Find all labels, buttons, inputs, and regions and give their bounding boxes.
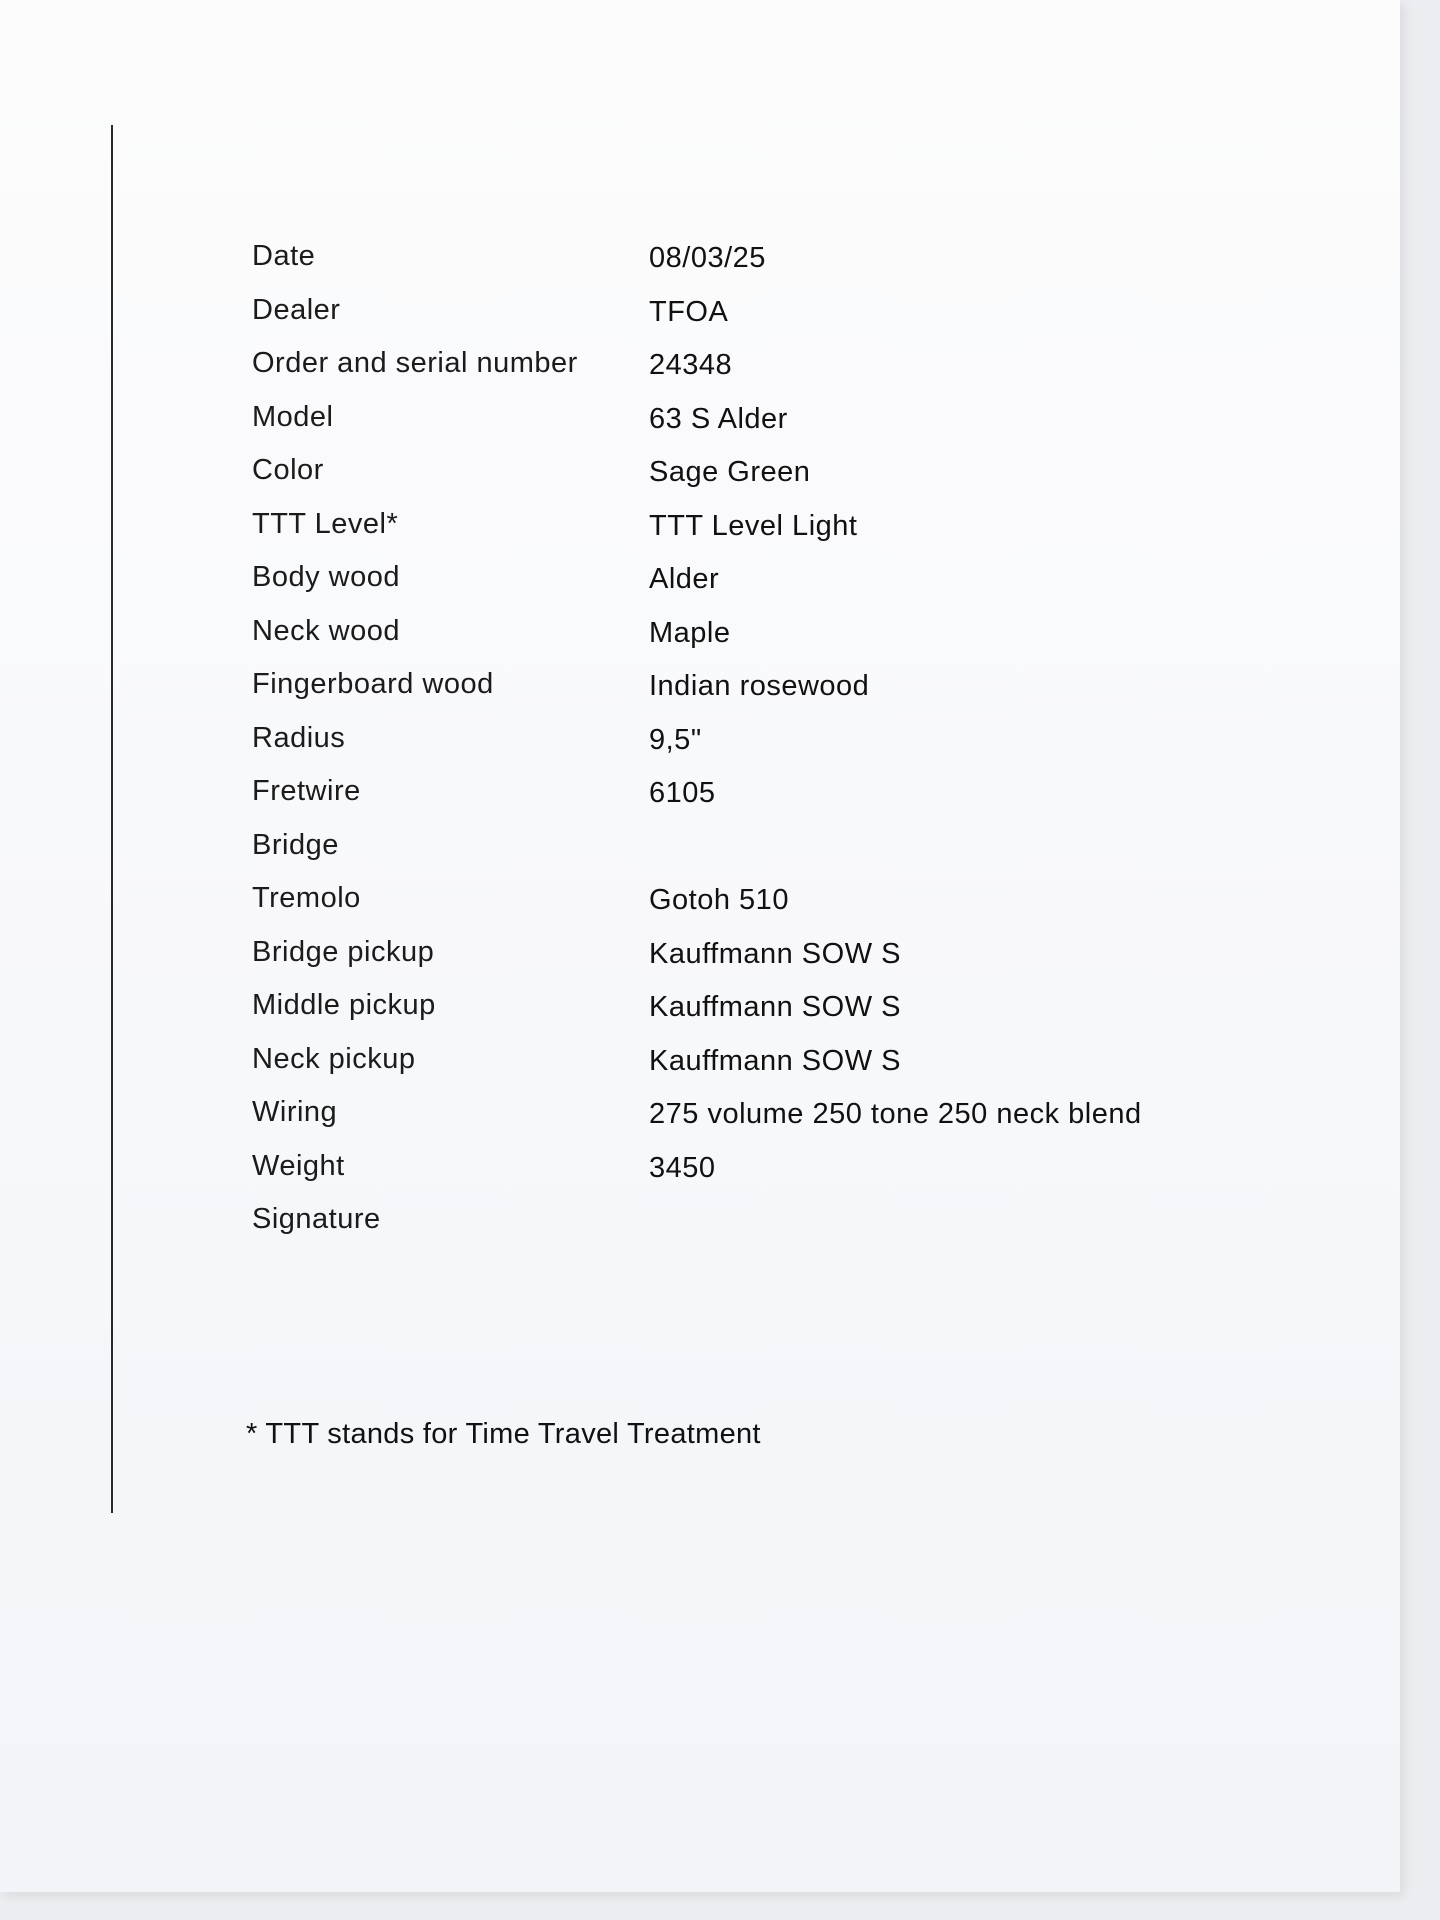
spec-label: Weight (252, 1149, 345, 1182)
spec-label: Bridge (252, 828, 339, 861)
spec-label: Color (252, 454, 324, 486)
spec-label: Order and serial number (252, 347, 578, 379)
spec-row-fretwire (252, 775, 1252, 829)
spec-value: Maple (649, 616, 731, 649)
spec-row-tremolo (252, 882, 1252, 936)
spec-row-body-wood (252, 561, 1252, 615)
spec-value: Alder (649, 563, 720, 595)
spec-value: Gotoh 510 (649, 884, 789, 916)
spec-table (252, 240, 1252, 1257)
spec-row-model (252, 401, 1252, 455)
spec-label: Wiring (252, 1096, 338, 1128)
spec-row-dealer (252, 294, 1252, 348)
spec-value: Kauffmann SOW S (649, 1044, 901, 1077)
spec-row-wiring (252, 1096, 1252, 1150)
spec-row-order-serial (252, 347, 1252, 401)
spec-value: 6105 (649, 777, 716, 809)
spec-row-neck-pickup (252, 1043, 1252, 1097)
spec-label: TTT Level* (252, 507, 399, 540)
spec-label: Bridge pickup (252, 935, 435, 968)
spec-label: Radius (252, 721, 346, 754)
spec-label: Model (252, 400, 334, 433)
footnote: * TTT stands for Time Travel Treatment (246, 1418, 761, 1450)
spec-label: Fingerboard wood (252, 668, 494, 700)
spec-label: Fretwire (252, 775, 361, 807)
spec-row-middle-pickup (252, 989, 1252, 1043)
margin-line (111, 125, 113, 1513)
spec-row-bridge (252, 829, 1252, 883)
spec-value: Kauffmann SOW S (649, 937, 901, 970)
spec-row-fingerboard-wood (252, 668, 1252, 722)
spec-value: 08/03/25 (649, 242, 766, 274)
spec-label: Date (252, 240, 316, 272)
spec-label: Body wood (252, 561, 400, 593)
spec-value: 24348 (649, 349, 733, 381)
spec-row-neck-wood (252, 615, 1252, 669)
spec-value: 9,5" (649, 723, 702, 756)
spec-value: 275 volume 250 tone 250 neck blend (649, 1098, 1142, 1130)
spec-value: 3450 (649, 1151, 716, 1184)
spec-value: Sage Green (649, 456, 811, 488)
spec-row-signature (252, 1203, 1252, 1257)
spec-row-date (252, 240, 1252, 294)
spec-value: Kauffmann SOW S (649, 991, 901, 1023)
spec-label: Neck pickup (252, 1042, 416, 1075)
spec-label: Tremolo (252, 882, 361, 914)
spec-row-ttt-level (252, 508, 1252, 562)
spec-value: TFOA (649, 295, 729, 328)
spec-row-radius (252, 722, 1252, 776)
spec-value: 63 S Alder (649, 402, 788, 435)
spec-row-weight (252, 1150, 1252, 1204)
spec-label: Middle pickup (252, 989, 436, 1021)
spec-row-color (252, 454, 1252, 508)
spec-value: Indian rosewood (649, 670, 870, 702)
spec-label: Dealer (252, 293, 341, 326)
spec-label: Neck wood (252, 614, 400, 647)
spec-label: Signature (252, 1203, 381, 1235)
spec-row-bridge-pickup (252, 936, 1252, 990)
spec-value: TTT Level Light (649, 509, 858, 542)
